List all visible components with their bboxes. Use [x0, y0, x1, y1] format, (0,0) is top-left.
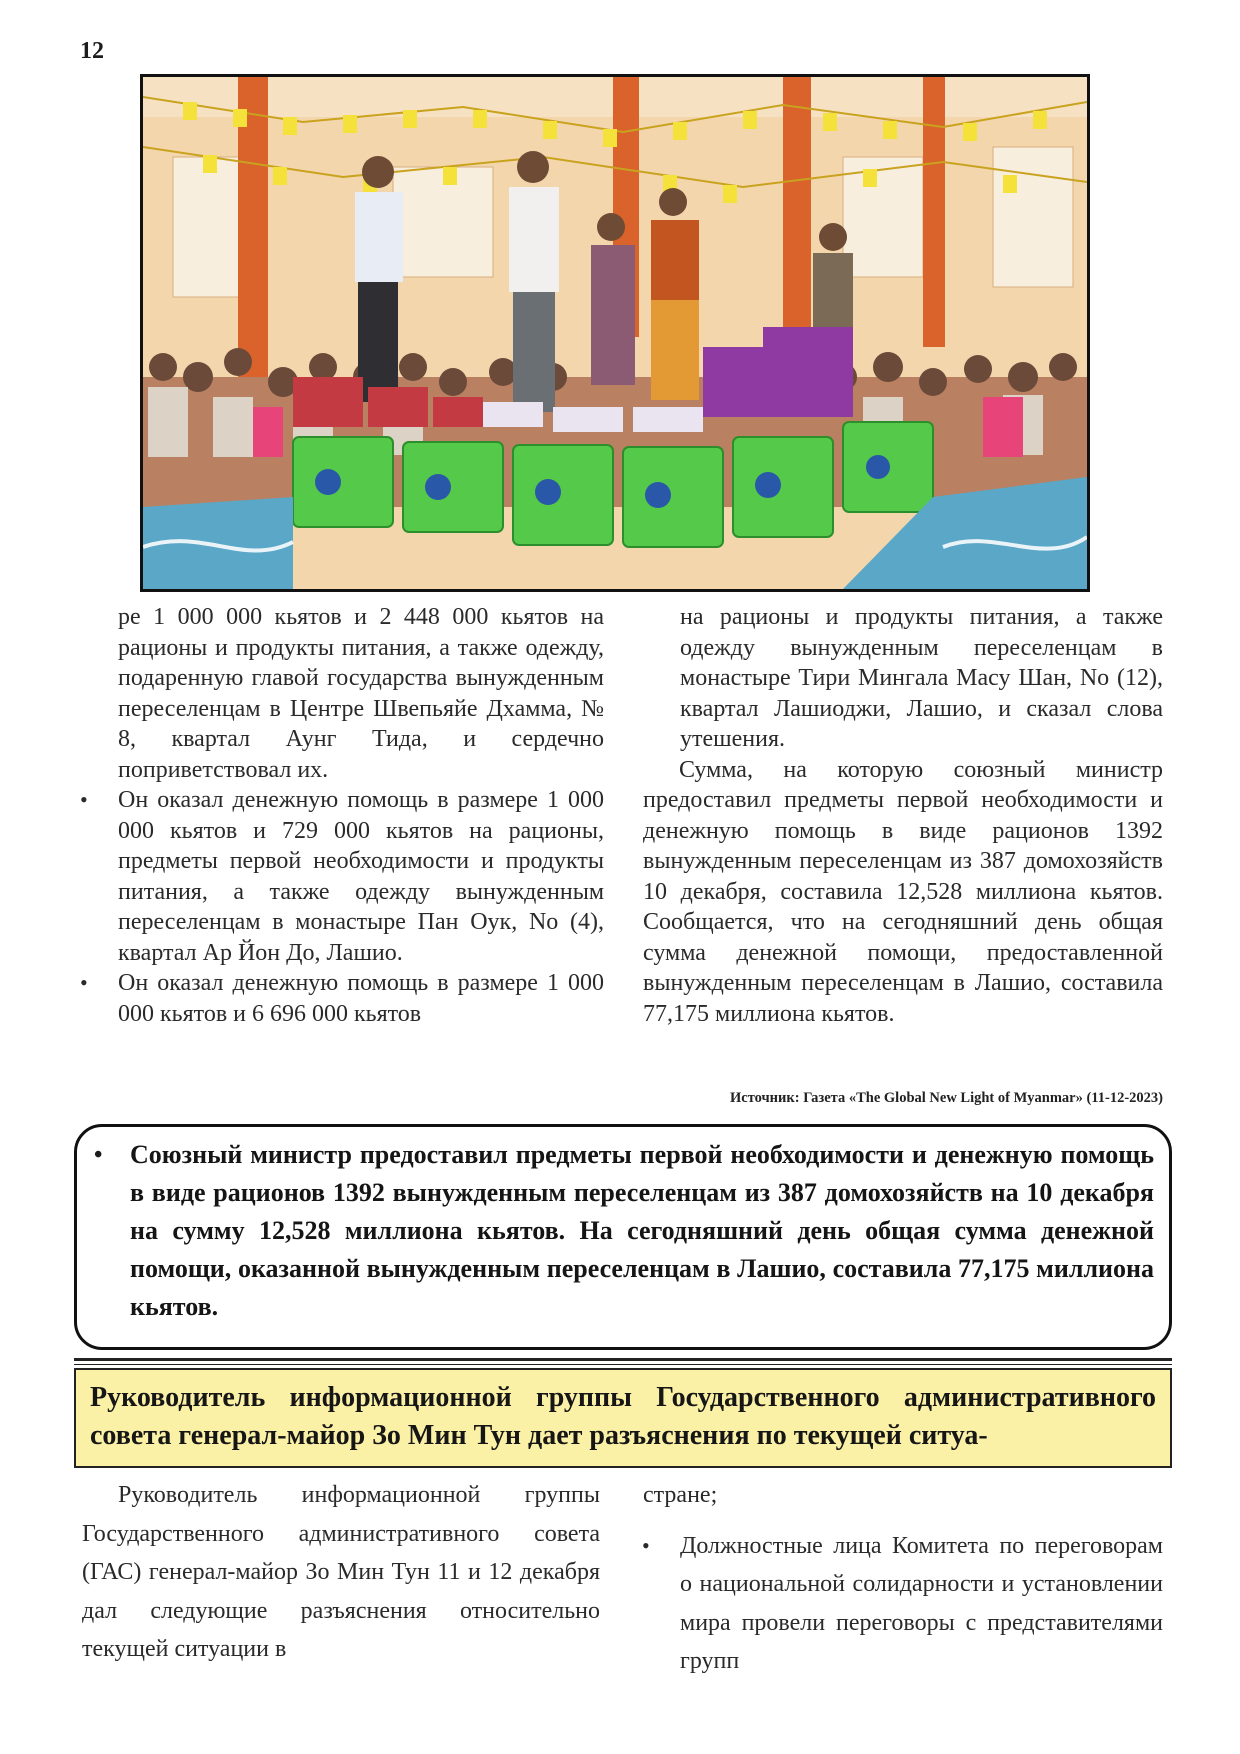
article-right-column — [643, 602, 1163, 1029]
bullet-icon: • — [94, 1142, 103, 1168]
page-number: 12 — [80, 38, 104, 64]
paragraph: ре 1 000 000 кьятов и 2 448 000 кьятов на рационы и продукты питания, а также одежду, подаренную главой государства вынужденным переселенцам в Центре Швепьяйе Дхамма, № 8, квартал Аунг Тида, и сердечно поприветствовал их. — [118, 604, 604, 783]
bullet-paragraph: • Он оказал денежную помощь в размере 1 000 000 кьятов и 6 696 000 кьятов — [118, 968, 604, 1029]
paragraph: стране; — [643, 1482, 718, 1508]
divider — [74, 1358, 1172, 1361]
article-left-column — [118, 602, 604, 1029]
donation-ceremony-photo — [140, 74, 1090, 592]
paragraph: на рационы и продукты питания, а также одежду вынужденным переселенцам в монастыре Тири Мингала Масу Шан, No (12), квартал Лашиоджи, Лашио, и сказал слова утешения. — [680, 604, 1163, 752]
divider — [74, 1364, 1172, 1365]
bullet-paragraph: • Должностные лица Комитета по переговорам о национальной солидарности и установлении мира провели переговоры с представителями групп — [680, 1527, 1163, 1681]
paragraph: Сумма, на которую союзный министр предоставил предметы первой необходимости и денежную помощь в виде рационов 1392 вынужденным переселенцам из 387 домохозяйств 10 декабря, составила 12,528 миллиона кьятов. Сообщается, что на сегодняшний день общая сумма денежной помощи, предоставленной вынужденным переселенцам в Лашио, составила 77,175 миллиона кьятов. — [643, 756, 1163, 1027]
bullet-paragraph: • Он оказал денежную помощь в размере 1 000 000 кьятов и 729 000 кьятов на рационы, предметы первой необходимости и продукты питания, а также одежду вынужденным переселенцам в монастыре Пан Оук, No (4), квартал Ар Йон До, Лашио. — [118, 785, 604, 968]
article2-right-column — [643, 1476, 1163, 1681]
article-headline: Руководитель информационной группы Государственного административного совета генерал-майор Зо Мин Тун дает разъяснения по текущей ситуа- — [74, 1368, 1172, 1468]
article2-left-column — [82, 1476, 600, 1669]
paragraph: Руководитель информационной группы Государственного административного совета (ГАС) генерал-майор Зо Мин Тун 11 и 12 декабря дал следующие разъяснения относительно текущей ситуации в — [82, 1482, 600, 1662]
highlight-text: Союзный министр предоставил предметы первой необходимости и денежную помощь в виде рационов 1392 вынужденным переселенцам из 387 домохозяйств на 10 декабря на сумму 12,528 миллиона кьятов. На сегодняшний день общая сумма денежной помощи, оказанной вынужденным переселенцам в Лашио, составила 77,175 миллиона кьятов. — [130, 1140, 1154, 1321]
article-source: Источник: Газета «The Global New Light of Myanmar» (11-12-2023) — [729, 1090, 1163, 1106]
